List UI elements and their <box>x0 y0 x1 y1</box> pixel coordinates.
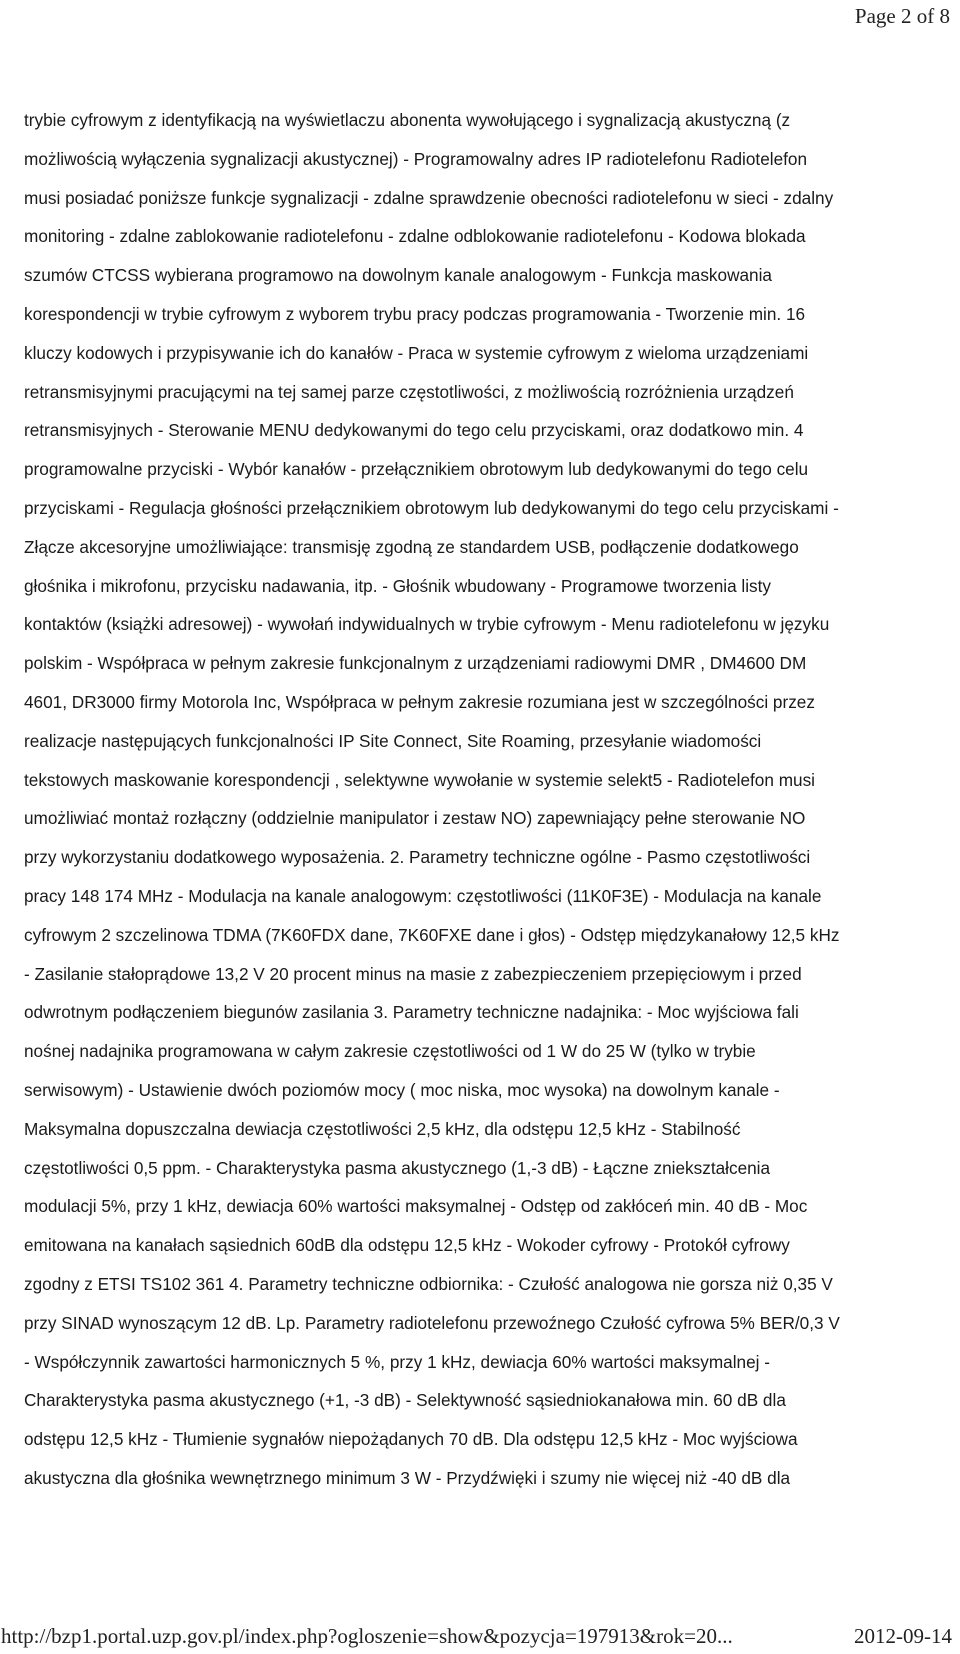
body-line: musi posiadać poniższe funkcje sygnalizacji - zdalne sprawdzenie obecności radiotelefonu w sieci - zdalny <box>24 187 834 208</box>
body-line: retransmisyjnych - Sterowanie MENU dedykowanymi do tego celu przyciskami, oraz dodatkowo min. 4 <box>24 420 804 441</box>
body-line: przyciskami - Regulacja głośności przełącznikiem obrotowym lub dedykowanymi do tego celu przyciskami - <box>24 497 839 518</box>
body-line: kluczy kodowych i przypisywanie ich do kanałów - Praca w systemie cyfrowym z wieloma urządzeniami <box>24 342 809 363</box>
body-line: przy SINAD wynoszącym 12 dB. Lp. Parametry radiotelefonu przewoźnego Czułość cyfrowa 5% BER/0,3 V <box>24 1312 840 1333</box>
body-line: nośnej nadajnika programowana w całym zakresie częstotliwości od 1 W do 25 W (tylko w trybie <box>24 1041 756 1062</box>
body-line: przy wykorzystaniu dodatkowego wyposażenia. 2. Parametry techniczne ogólne - Pasmo częstotliwości <box>24 847 811 868</box>
body-line: głośnika i mikrofonu, przycisku nadawania, itp. - Głośnik wbudowany - Programowe tworzenia listy <box>24 575 772 596</box>
body-line: modulacji 5%, przy 1 kHz, dewiacja 60% wartości maksymalnej - Odstęp od zakłóceń min. 40 dB - Moc <box>24 1196 808 1217</box>
body-line: Maksymalna dopuszczalna dewiacja częstotliwości 2,5 kHz, dla odstępu 12,5 kHz - Stabilność <box>24 1118 741 1139</box>
body-line: kontaktów (książki adresowej) - wywołań indywidualnych w trybie cyfrowym - Menu radiotelefonu w języku <box>24 614 830 635</box>
body-line: zgodny z ETSI TS102 361 4. Parametry techniczne odbiornika: - Czułość analogowa nie gorsza niż 0,35 V <box>24 1273 833 1294</box>
body-line: szumów CTCSS wybierana programowo na dowolnym kanale analogowym - Funkcja maskowania <box>24 265 772 286</box>
body-line: częstotliwości 0,5 ppm. - Charakterystyka pasma akustycznego (1,-3 dB) - Łączne zniekształcenia <box>24 1157 771 1178</box>
body-line: 4601, DR3000 firmy Motorola Inc, Współpraca w pełnym zakresie rozumiana jest w szczególności przez <box>24 691 815 712</box>
body-line: korespondencji w trybie cyfrowym z wyborem trybu pracy podczas programowania - Tworzenie min. 16 <box>24 303 806 324</box>
body-line: polskim - Współpraca w pełnym zakresie funkcjonalnym z urządzeniami radiowymi DMR , DM4600 DM <box>24 653 807 674</box>
body-line: Złącze akcesoryjne umożliwiające: transmisję zgodną ze standardem USB, podłączenie dodatkowego <box>24 536 799 557</box>
body-line: monitoring - zdalne zablokowanie radiotelefonu - zdalne odblokowanie radiotelefonu - Kodowa blokada <box>24 226 806 247</box>
body-line: odstępu 12,5 kHz - Tłumienie sygnałów niepożądanych 70 dB. Dla odstępu 12,5 kHz - Moc wyjściowa <box>24 1429 798 1450</box>
body-line: realizacje następujących funkcjonalności IP Site Connect, Site Roaming, przesyłanie wiadomości <box>24 730 762 751</box>
body-line: tekstowych maskowanie korespondencji , selektywne wywołanie w systemie selekt5 - Radiotelefon musi <box>24 769 815 790</box>
body-line: serwisowym) - Ustawienie dwóch poziomów mocy ( moc niska, moc wysoka) na dowolnym kanale - <box>24 1079 780 1100</box>
body-line: trybie cyfrowym z identyfikacją na wyświetlaczu abonenta wywołującego i sygnalizacją akustyczną (z <box>24 110 791 130</box>
body-line: - Zasilanie stałoprądowe 13,2 V 20 procent minus na masie z zabezpieczeniem przepięciowym i przed <box>24 963 802 984</box>
body-line: - Współczynnik zawartości harmonicznych 5 %, przy 1 kHz, dewiacja 60% wartości maksymalnej - <box>24 1351 770 1372</box>
footer-date: 2012-09-14 <box>854 1624 952 1648</box>
body-line: cyfrowym 2 szczelinowa TDMA (7K60FDX dane, 7K60FXE dane i głos) - Odstęp międzykanałowy 12,5 kHz <box>24 924 840 945</box>
page-footer <box>0 1624 960 1652</box>
body-line: Charakterystyka pasma akustycznego (+1, -3 dB) - Selektywność sąsiedniokanałowa min. 60 dB dla <box>24 1390 786 1411</box>
body-line: programowalne przyciski - Wybór kanałów - przełącznikiem obrotowym lub dedykowanymi do tego celu <box>24 459 809 480</box>
body-line: akustyczna dla głośnika wewnętrznego minimum 3 W - Przydźwięki i szumy nie więcej niż -40 dB dla <box>24 1467 791 1488</box>
document-body <box>24 101 940 1498</box>
body-line: emitowana na kanałach sąsiednich 60dB dla odstępu 12,5 kHz - Wokoder cyfrowy - Protokół cyfrowy <box>24 1235 790 1256</box>
body-line: umożliwiać montaż rozłączny (oddzielnie manipulator i zestaw NO) zapewniający pełne sterowanie NO <box>24 808 806 829</box>
footer-url: http://bzp1.portal.uzp.gov.pl/index.php?ogloszenie=show&pozycja=197913&rok=20... <box>1 1624 733 1648</box>
body-line: odwrotnym podłączeniem biegunów zasilania 3. Parametry techniczne nadajnika: - Moc wyjściowa fali <box>24 1002 799 1023</box>
body-line: retransmisyjnymi pracującymi na tej samej parze częstotliwości, z możliwością rozróżnienia urządzeń <box>24 381 794 402</box>
body-line: możliwością wyłączenia sygnalizacji akustycznej) - Programowalny adres IP radiotelefonu Radiotelefon <box>24 148 808 169</box>
page-number: Page 2 of 8 <box>854 4 950 28</box>
body-line: pracy 148 174 MHz - Modulacja na kanale analogowym: częstotliwości (11K0F3E) - Modulacja na kanale <box>24 885 822 906</box>
